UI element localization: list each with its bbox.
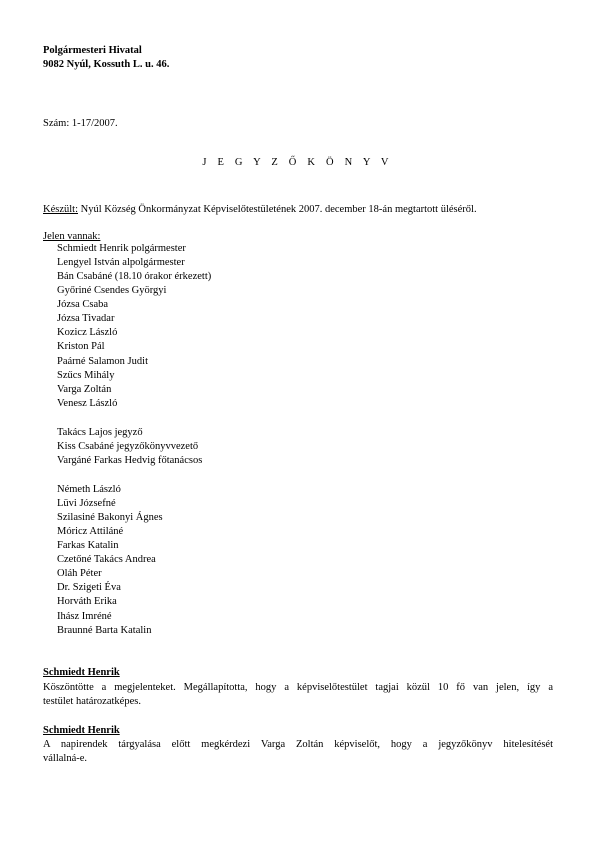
speech-text: testület határozatképes. bbox=[43, 696, 141, 707]
list-item: Szűcs Mihály bbox=[57, 370, 115, 381]
list-item: Venesz László bbox=[57, 398, 118, 409]
list-item: Józsa Tivadar bbox=[57, 313, 115, 324]
list-item: Ihász Imréné bbox=[57, 611, 112, 622]
list-item: Czetőné Takács Andrea bbox=[57, 554, 156, 565]
list-item: Vargáné Farkas Hedvig főtanácsos bbox=[57, 455, 203, 466]
list-item: Horváth Erika bbox=[57, 596, 117, 607]
speech-text: A napirendek tárgyalása előtt megkérdezi Varga Zoltán képviselőt, hogy a jegyzőkönyv hitelesítését bbox=[43, 739, 553, 750]
keszult-line bbox=[43, 203, 477, 216]
list-item: Oláh Péter bbox=[57, 568, 102, 579]
list-item: Varga Zoltán bbox=[57, 384, 112, 395]
list-item: Szilasiné Bakonyi Ágnes bbox=[57, 512, 163, 523]
speaker-name: Schmiedt Henrik bbox=[43, 667, 120, 678]
list-item: Kiss Csabáné jegyzőkönyvvezető bbox=[57, 441, 199, 452]
list-item: Móricz Attiláné bbox=[57, 526, 124, 537]
list-item: Braunné Barta Katalin bbox=[57, 625, 152, 636]
list-item: Győriné Csendes Györgyi bbox=[57, 285, 167, 296]
speech-text: Köszöntötte a megjelenteket. Megállapította, hogy a képviselőtestület tagjai közül 10 fő van jelen, így a bbox=[43, 682, 553, 693]
keszult-text: Nyúl Község Önkormányzat Képviselőtestületének 2007. december 18-án megtartott üléséről. bbox=[78, 204, 477, 215]
list-item: Lengyel István alpolgármester bbox=[57, 257, 185, 268]
list-item: Németh László bbox=[57, 484, 121, 495]
list-item: Bán Csabáné (18.10 órakor érkezett) bbox=[57, 271, 212, 282]
list-item: Takács Lajos jegyző bbox=[57, 427, 143, 438]
list-item: Farkas Katalin bbox=[57, 540, 119, 551]
present-label: Jelen vannak: bbox=[43, 231, 101, 242]
office-name: Polgármesteri Hivatal bbox=[43, 45, 142, 56]
list-item: Schmiedt Henrik polgármester bbox=[57, 243, 186, 254]
speaker-name: Schmiedt Henrik bbox=[43, 725, 120, 736]
list-item: Kozicz László bbox=[57, 327, 118, 338]
document-number: Szám: 1-17/2007. bbox=[43, 118, 118, 129]
list-item: Lüvi Józsefné bbox=[57, 498, 116, 509]
speech-text: vállalná-e. bbox=[43, 753, 88, 764]
office-address: 9082 Nyúl, Kossuth L. u. 46. bbox=[43, 59, 170, 70]
list-item: Kriston Pál bbox=[57, 341, 105, 352]
list-item: Paárné Salamon Judit bbox=[57, 356, 148, 367]
list-item: Dr. Szigeti Éva bbox=[57, 582, 121, 593]
keszult-label: Készült: bbox=[43, 204, 78, 215]
document-title: J E G Y Z Ő K Ö N Y V bbox=[202, 157, 393, 168]
list-item: Józsa Csaba bbox=[57, 299, 109, 310]
